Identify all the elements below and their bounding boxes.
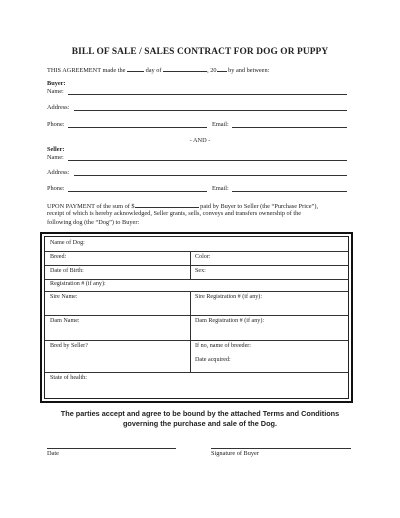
payment-suffix: paid by Buyer to Seller (the “Purchase Price”),: [200, 203, 319, 210]
table-row-bred-by: [45, 340, 348, 373]
agreement-day-field[interactable]: [127, 65, 144, 72]
sire-name-label: Sire Name:: [50, 294, 78, 300]
seller-name-label: Name:: [47, 154, 64, 161]
buyer-address-field[interactable]: [74, 104, 347, 111]
payment-line-3: following dog (the “Dog”) to Buyer:: [47, 219, 140, 226]
breeder-name-label: If no, name of breeder:: [195, 343, 252, 349]
closing-line-1: The parties accept and agree to be bound by the attached Terms and Conditions: [60, 409, 340, 418]
dog-details-table: [40, 232, 353, 403]
table-row-dob: [45, 265, 348, 280]
buyer-email-field[interactable]: [232, 121, 347, 128]
closing-line-2: governing the purchase and sale of the Dog.: [122, 419, 278, 428]
buyer-phone-label: Phone:: [47, 121, 65, 128]
agreement-month-field[interactable]: [163, 65, 207, 72]
seller-email-field[interactable]: [232, 185, 347, 192]
sex-label: Sex:: [195, 268, 206, 274]
column-divider: [190, 265, 191, 279]
buyer-signature-label: Signature of Buyer: [211, 450, 259, 457]
agreement-year-prefix: , 20: [207, 67, 217, 74]
document-title: BILL OF SALE / SALES CONTRACT FOR DOG OR PUPPY: [71, 47, 329, 57]
dog-name-label: Name of Dog:: [50, 240, 85, 246]
date-signature-line[interactable]: [47, 448, 176, 449]
buyer-phone-field[interactable]: [68, 121, 207, 128]
payment-line-1: [47, 201, 318, 210]
payment-prefix: UPON PAYMENT of the sum of $: [47, 203, 135, 210]
dog-details-table-inner: [44, 236, 349, 399]
registration-label: Registration # (if any):: [50, 281, 106, 287]
buyer-name-label: Name:: [47, 88, 64, 95]
column-divider: [190, 340, 191, 372]
color-label: Color:: [195, 254, 211, 260]
seller-address-field[interactable]: [74, 169, 347, 176]
buyer-email-label: Email:: [212, 121, 229, 128]
health-label: State of health:: [50, 375, 87, 381]
table-row-health: [45, 372, 348, 398]
table-row-sire: [45, 291, 348, 316]
and-separator: - AND -: [189, 137, 211, 144]
buyer-name-field[interactable]: [68, 88, 347, 95]
table-row-dam: [45, 315, 348, 341]
seller-address-label: Address:: [47, 169, 70, 176]
seller-heading: Seller:: [47, 146, 65, 153]
agreement-day-label: day of: [145, 67, 162, 74]
agreement-line: [47, 65, 269, 74]
bred-by-seller-label: Bred by Seller?: [50, 343, 88, 349]
buyer-signature-line[interactable]: [211, 448, 351, 449]
date-acquired-label: Date acquired:: [195, 357, 231, 363]
agreement-prefix: THIS AGREEMENT made the: [47, 67, 126, 74]
seller-email-label: Email:: [212, 185, 229, 192]
dob-label: Date of Birth:: [50, 268, 84, 274]
agreement-year-field[interactable]: [217, 65, 227, 72]
breed-label: Breed:: [50, 254, 67, 260]
buyer-address-label: Address:: [47, 104, 70, 111]
purchase-price-field[interactable]: [135, 201, 199, 208]
column-divider: [190, 315, 191, 340]
seller-name-field[interactable]: [68, 154, 347, 161]
column-divider: [190, 251, 191, 265]
seller-phone-label: Phone:: [47, 185, 65, 192]
column-divider: [190, 291, 191, 315]
dam-registration-label: Dam Registration # (if any):: [195, 318, 265, 324]
dam-name-label: Dam Name:: [50, 318, 80, 324]
sire-registration-label: Sire Registration # (if any):: [195, 294, 263, 300]
table-row-breed: [45, 251, 348, 266]
date-label: Date: [47, 450, 59, 457]
agreement-suffix: by and between:: [228, 67, 270, 74]
buyer-heading: Buyer:: [47, 80, 66, 87]
payment-line-2: receipt of which is hereby acknowledged, Seller grants, sells, conveys and transfers ownership of the: [47, 210, 302, 217]
table-row-name: [45, 237, 348, 252]
seller-phone-field[interactable]: [68, 185, 207, 192]
